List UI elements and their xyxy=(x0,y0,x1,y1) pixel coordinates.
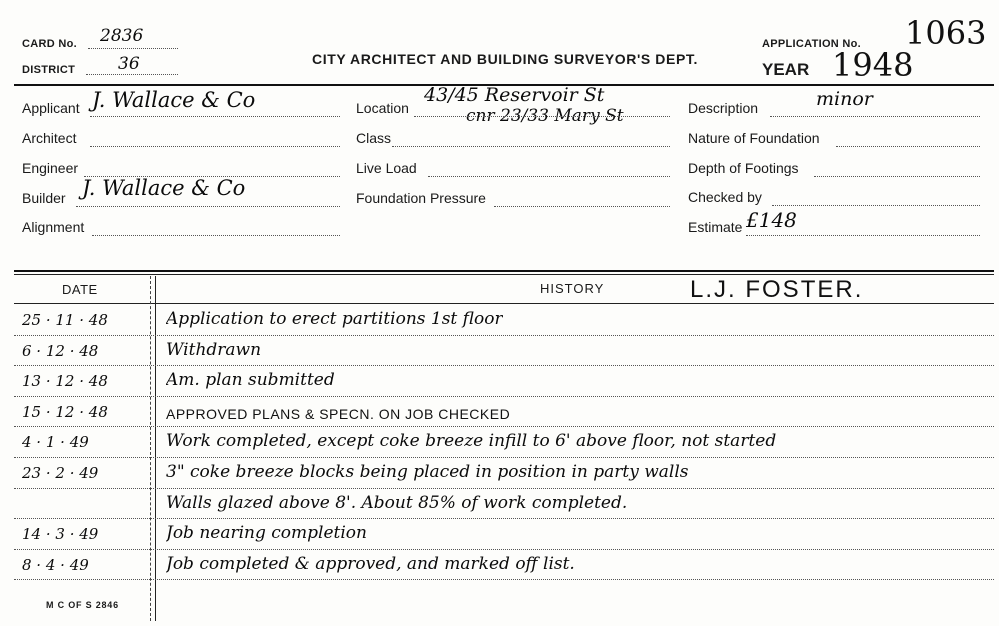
department-title: CITY ARCHITECT AND BUILDING SURVEYOR'S DEPT. xyxy=(312,51,698,67)
inspector-stamp: L.J. FOSTER. xyxy=(690,276,864,303)
history-date: 25 · 11 · 48 xyxy=(22,311,108,329)
history-top-rule xyxy=(14,270,994,272)
card-number-label: CARD No. xyxy=(22,38,77,50)
history-text: Application to erect partitions 1st floor xyxy=(166,309,503,329)
location-label: Location xyxy=(356,100,409,116)
history-text: 3" coke breeze blocks being placed in position in party walls xyxy=(166,462,689,482)
estimate-line xyxy=(746,235,980,236)
application-number-value: 1063 xyxy=(905,14,987,52)
history-row xyxy=(0,336,999,367)
engineer-label: Engineer xyxy=(22,160,79,176)
history-row xyxy=(0,427,999,458)
application-number-label: APPLICATION No. xyxy=(762,38,862,50)
estimate-label: Estimate xyxy=(688,219,743,235)
builder-line xyxy=(76,206,340,207)
history-row xyxy=(0,305,999,336)
history-row xyxy=(0,366,999,397)
history-date: 13 · 12 · 48 xyxy=(22,372,108,391)
history-row xyxy=(0,550,999,581)
date-column-header: DATE xyxy=(62,282,98,297)
history-text: Am. plan submitted xyxy=(166,370,335,391)
history-date: 15 · 12 · 48 xyxy=(22,402,108,421)
applicant-label: Applicant xyxy=(22,100,80,116)
history-top-rule-inner xyxy=(14,274,994,275)
history-date: 14 · 3 · 49 xyxy=(22,525,99,544)
checked-by-line xyxy=(772,205,980,206)
description-value: minor xyxy=(816,88,873,110)
history-text: Job nearing completion xyxy=(166,523,367,544)
description-label: Description xyxy=(688,100,759,116)
district-label: DISTRICT xyxy=(22,64,76,76)
district-line xyxy=(86,74,178,75)
history-row xyxy=(0,519,999,550)
live-load-line xyxy=(428,176,670,177)
history-text: Work completed, except coke breeze infill to 6' above floor, not started xyxy=(166,431,777,452)
architect-label: Architect xyxy=(22,130,77,146)
history-row xyxy=(0,489,999,520)
history-header-rule xyxy=(14,303,994,304)
applicant-line xyxy=(90,116,340,117)
history-date: 6 · 12 · 48 xyxy=(22,341,99,360)
depth-of-footings-label: Depth of Footings xyxy=(688,160,799,176)
history-date: 8 · 4 · 49 xyxy=(22,555,89,574)
history-text: Withdrawn xyxy=(166,339,262,360)
location-value-line1: 43/45 Reservoir St xyxy=(424,84,605,106)
nature-of-foundation-label: Nature of Foundation xyxy=(688,130,820,146)
class-label: Class xyxy=(356,130,392,146)
applicant-value: J. Wallace & Co xyxy=(92,88,256,112)
nature-of-foundation-line xyxy=(836,146,980,147)
class-line xyxy=(392,146,670,147)
history-text: APPROVED PLANS & SPECN. ON JOB CHECKED xyxy=(166,405,511,422)
depth-of-footings-line xyxy=(814,176,980,177)
live-load-label: Live Load xyxy=(356,160,417,176)
estimate-value: £148 xyxy=(746,208,797,232)
location-value-line2: cnr 23/33 Mary St xyxy=(466,106,624,126)
history-column-header: HISTORY xyxy=(540,281,605,296)
history-text: Job completed & approved, and marked off list. xyxy=(166,553,575,574)
history-text: Walls glazed above 8'. About 85% of work completed. xyxy=(166,492,628,513)
foundation-pressure-label: Foundation Pressure xyxy=(356,190,486,206)
card-number-line xyxy=(88,48,178,49)
history-row xyxy=(0,458,999,489)
checked-by-label: Checked by xyxy=(688,189,762,205)
alignment-label: Alignment xyxy=(22,219,85,235)
description-line xyxy=(770,116,980,117)
history-row xyxy=(0,397,999,428)
alignment-line xyxy=(92,235,340,236)
location-line xyxy=(414,116,670,117)
year-label: YEAR xyxy=(762,60,810,79)
architect-line xyxy=(90,146,340,147)
history-row-line xyxy=(14,579,994,580)
card-number-value: 2836 xyxy=(100,26,144,46)
builder-label: Builder xyxy=(22,190,66,206)
builder-value: J. Wallace & Co xyxy=(82,176,246,200)
foundation-pressure-line xyxy=(494,206,670,207)
form-code: M C OF S 2846 xyxy=(46,600,119,610)
history-date: 4 · 1 · 49 xyxy=(22,433,89,452)
history-date: 23 · 2 · 49 xyxy=(22,464,99,482)
year-value: 1948 xyxy=(832,46,914,84)
district-value: 36 xyxy=(118,54,140,74)
